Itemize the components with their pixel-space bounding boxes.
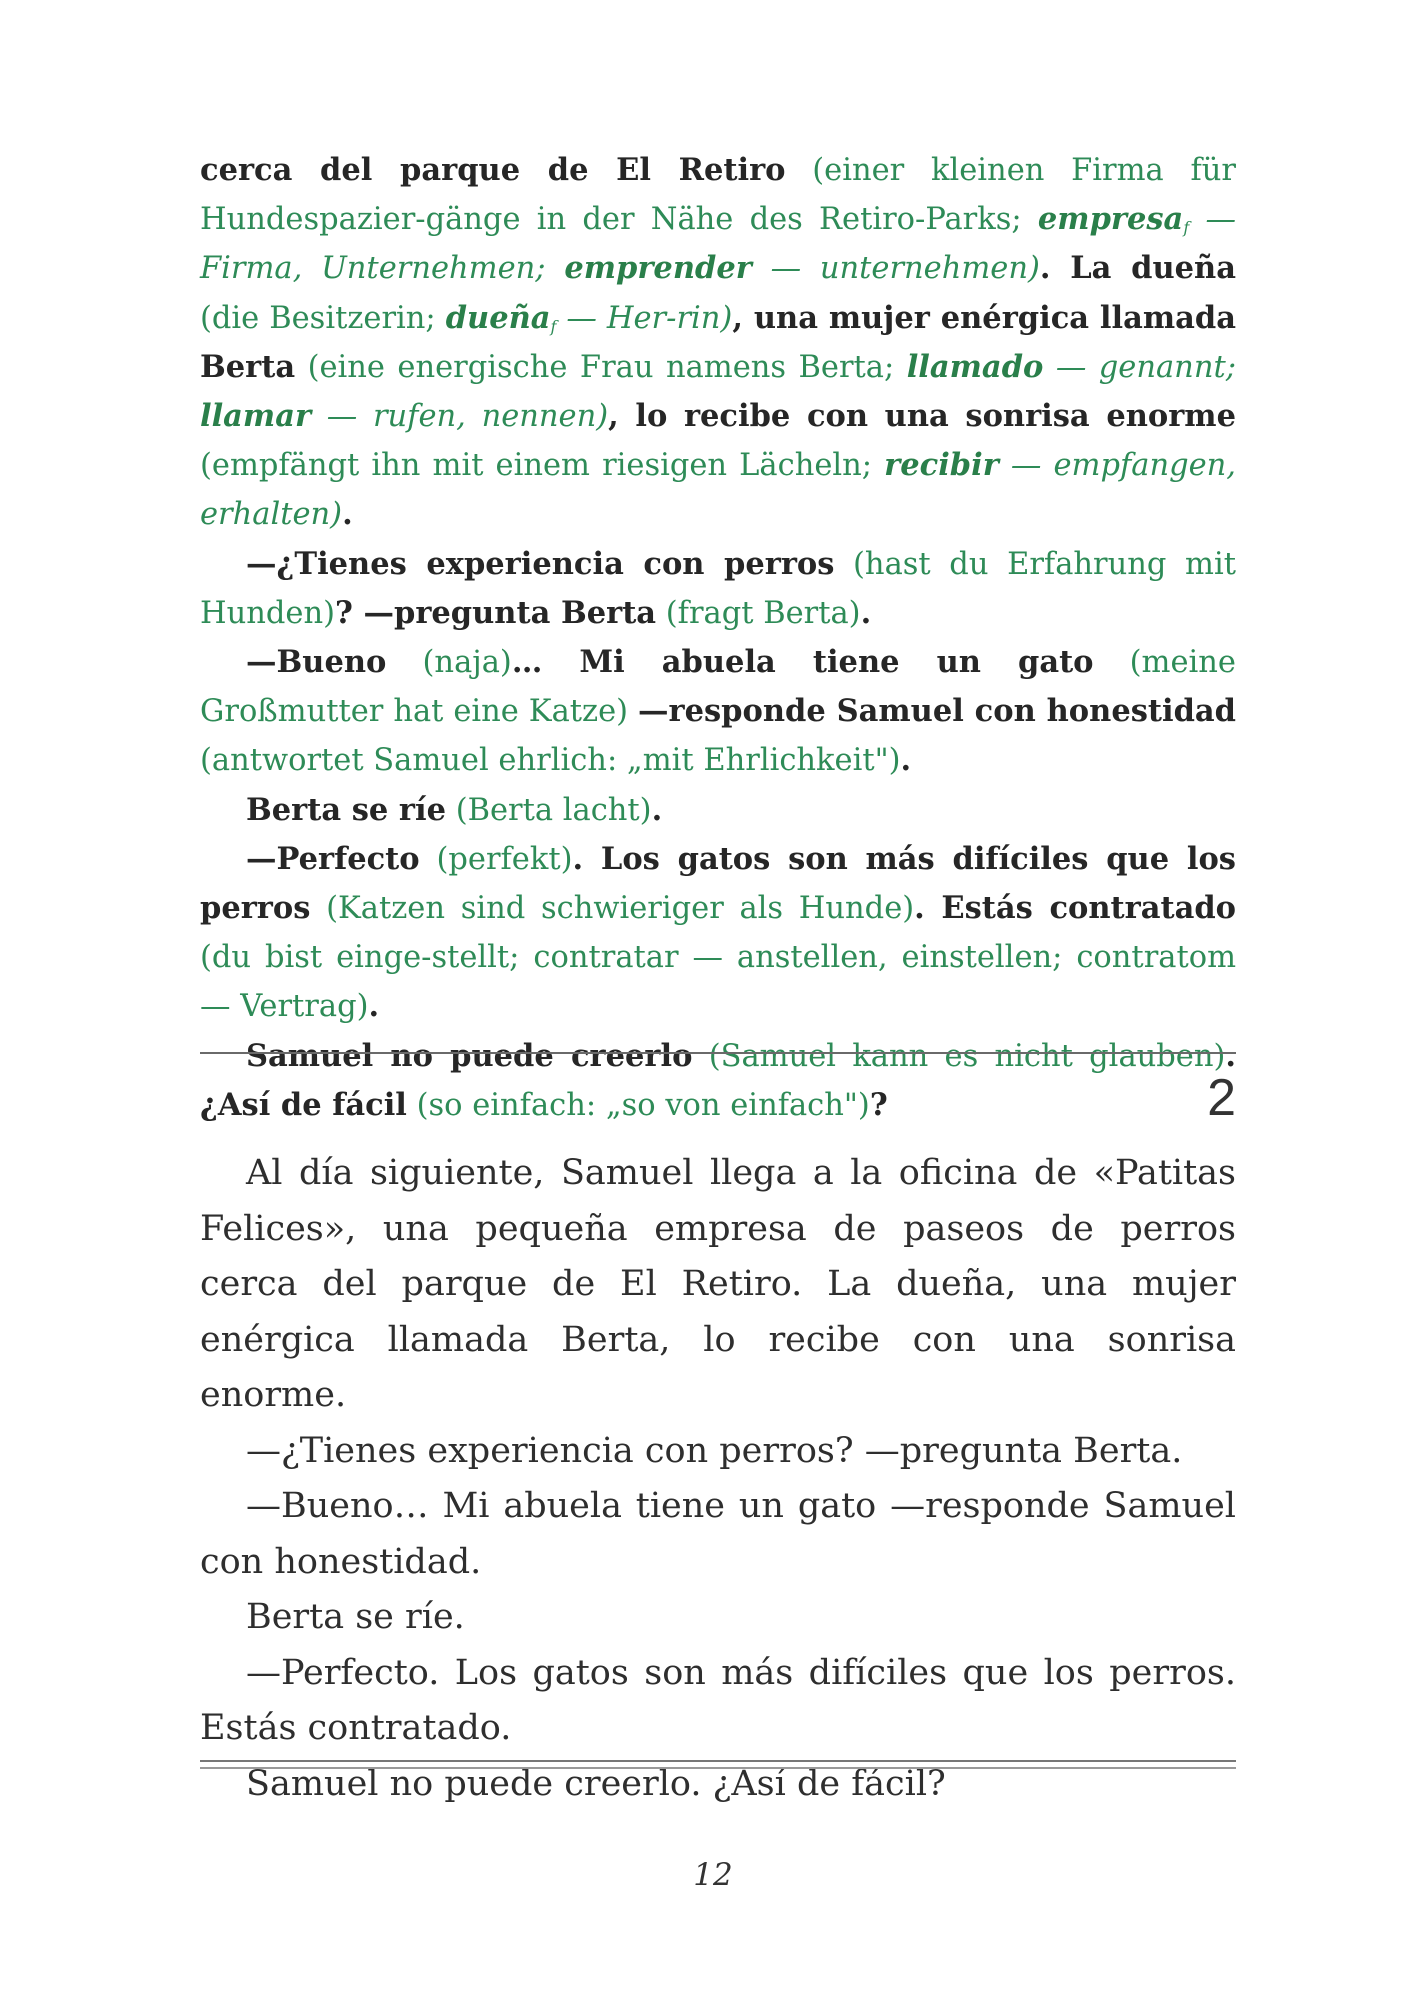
german-gloss: (meine Großmutter hat eine Katze) xyxy=(200,645,1236,730)
section-divider xyxy=(200,1052,1236,1054)
spanish-phrase: . xyxy=(860,594,872,631)
spanish-phrase: . xyxy=(651,791,663,828)
end-divider-top xyxy=(200,1760,1236,1762)
annotated-paragraph-3 xyxy=(200,638,1236,786)
spanish-phrase: . xyxy=(900,742,912,779)
plain-paragraph: —Bueno… Mi abuela tiene un gato —responde Samuel con honestidad. xyxy=(200,1486,1236,1582)
end-divider-bottom xyxy=(200,1767,1236,1769)
spanish-phrase: . xyxy=(368,988,380,1025)
german-gloss: (Berta lacht) xyxy=(455,792,652,828)
german-gloss: (antwortet Samuel ehrlich: „mit Ehrlichkeit") xyxy=(200,743,901,779)
spanish-phrase: . Los gatos son más difíciles que los perros xyxy=(200,840,1236,927)
annotated-paragraph-4 xyxy=(200,786,1236,835)
german-gloss: (die Besitzerin; dueña$_f$ — Her-rin) xyxy=(200,299,733,336)
spanish-phrase: —Perfecto xyxy=(246,840,420,877)
plain-paragraph: Al día siguiente, Samuel llega a la oficina de «Patitas Felices», una pequeña empresa de paseos de perros cerca del parque de El Retiro. La dueña, una mujer enérgica llamada Berta, lo recibe con una sonrisa enorme. xyxy=(200,1153,1236,1415)
german-gloss: (empfängt ihn mit einem riesigen Lächeln; recibir — empfangen, erhalten) xyxy=(200,447,1236,533)
annotated-paragraph-1 xyxy=(200,146,1236,540)
spanish-phrase: ? —pregunta Berta xyxy=(335,594,657,631)
german-gloss: (Samuel kann es nicht glauben) xyxy=(708,1038,1226,1074)
page-number: 12 xyxy=(693,1857,733,1893)
german-gloss: (hast du Erfahrung mit Hunden) xyxy=(200,546,1236,631)
german-gloss: (fragt Berta) xyxy=(665,595,861,631)
annotated-text xyxy=(200,146,1236,1130)
annotated-paragraph-5 xyxy=(200,835,1236,1032)
spanish-phrase: Samuel no puede creerlo xyxy=(246,1037,693,1074)
spanish-phrase: . ¿Así de fácil xyxy=(200,1037,1237,1123)
german-gloss: (eine energische Frau namens Berta; llamado — genannt; llamar — rufen, nennen) xyxy=(200,348,1236,435)
plain-paragraph: Berta se ríe. xyxy=(246,1597,465,1637)
german-gloss: (einer kleinen Firma für Hundespazier-gänge in der Nähe des Retiro-Parks; empresa$_f$ — Firma, Unternehmen; emprender — unternehmen) xyxy=(200,153,1236,287)
annotated-paragraph-2 xyxy=(200,540,1236,638)
spanish-phrase: —¿Tienes experiencia con perros xyxy=(246,545,835,582)
plain-paragraph: Samuel no puede creerlo. ¿Así de fácil? xyxy=(246,1763,946,1804)
spanish-phrase: . Estás contratado xyxy=(914,890,1236,927)
spanish-phrase: , una mujer enérgica llamada Berta xyxy=(200,299,1236,385)
german-gloss: (perfekt) xyxy=(436,841,573,877)
spanish-phrase: , lo recibe con una sonrisa enorme xyxy=(608,398,1236,435)
spanish-phrase: —responde Samuel con honestidad xyxy=(638,693,1236,730)
spanish-phrase: —Bueno xyxy=(246,644,387,681)
german-gloss: (naja) xyxy=(422,645,512,681)
annotated-paragraph-6 xyxy=(200,1032,1236,1130)
spanish-phrase: cerca del parque de El Retiro xyxy=(200,152,786,188)
spanish-phrase: . xyxy=(342,496,353,533)
german-gloss: (so einfach: „so von einfach") xyxy=(416,1087,870,1123)
plain-paragraph: —Perfecto. Los gatos son más difíciles que los perros. Estás contratado. xyxy=(200,1652,1236,1748)
plain-paragraph: —¿Tienes experiencia con perros? —pregunta Berta. xyxy=(246,1430,1183,1471)
plain-text xyxy=(200,1146,1236,1812)
spanish-phrase: . La dueña xyxy=(1039,250,1236,287)
spanish-phrase: ? xyxy=(869,1086,888,1123)
spanish-phrase: Berta se ríe xyxy=(246,791,446,828)
chapter-number: 2 xyxy=(1207,1069,1236,1127)
spanish-phrase: … Mi abuela tiene un gato xyxy=(511,644,1094,681)
german-gloss: (du bist einge-stellt; contratar — anstellen, einstellen; contratom — Vertrag) xyxy=(200,940,1236,1025)
german-gloss: (Katzen sind schwieriger als Hunde) xyxy=(326,891,915,927)
